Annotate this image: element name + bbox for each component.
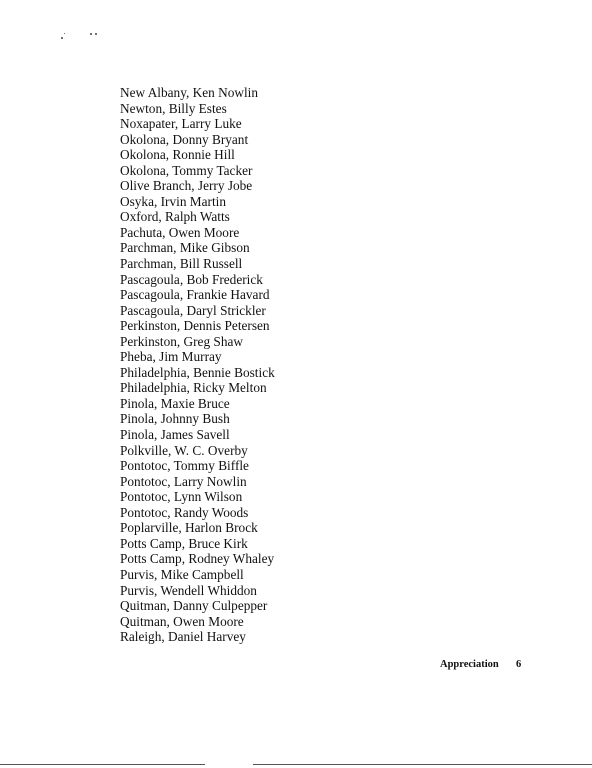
list-item: Parchman, Mike Gibson	[120, 240, 250, 256]
list-item: Potts Camp, Rodney Whaley	[120, 551, 275, 567]
list-item: Poplarville, Harlon Brock	[120, 520, 258, 536]
list-item: Perkinston, Dennis Petersen	[120, 318, 270, 334]
bottom-scan-edge	[0, 764, 205, 765]
list-item: Okolona, Donny Bryant	[120, 131, 249, 147]
list-item: Pachuta, Owen Moore	[120, 224, 240, 240]
list-item: Quitman, Owen Moore	[120, 613, 244, 629]
list-item: Pascagoula, Bob Frederick	[120, 271, 263, 287]
list-item: Pinola, Maxie Bruce	[120, 395, 230, 411]
list-item: Pinola, James Savell	[120, 427, 230, 443]
list-item: Pontotoc, Larry Nowlin	[120, 473, 247, 489]
list-item: Philadelphia, Ricky Melton	[120, 380, 267, 396]
list-item: Pontotoc, Randy Woods	[120, 504, 249, 520]
scan-speck	[90, 33, 92, 35]
list-item: Okolona, Ronnie Hill	[120, 147, 235, 163]
list-item: Pascagoula, Daryl Strickler	[120, 302, 266, 318]
list-item: Raleigh, Daniel Harvey	[120, 629, 246, 645]
list-item: Olive Branch, Jerry Jobe	[120, 178, 253, 194]
scan-speck	[61, 37, 63, 39]
list-item: Perkinston, Greg Shaw	[120, 333, 243, 349]
list-item: Pascagoula, Frankie Havard	[120, 287, 270, 303]
list-item: Pontotoc, Lynn Wilson	[120, 489, 243, 505]
list-item: Parchman, Bill Russell	[120, 256, 243, 272]
list-item: Osyka, Irvin Martin	[120, 193, 226, 209]
list-item: New Albany, Ken Nowlin	[120, 85, 258, 100]
list-item: Pontotoc, Tommy Biffle	[120, 458, 249, 474]
list-item: Philadelphia, Bennie Bostick	[120, 364, 275, 380]
list-item: Purvis, Wendell Whiddon	[120, 582, 257, 598]
list-item: Pinola, Johnny Bush	[120, 411, 230, 427]
name-list	[120, 85, 275, 645]
list-item: Okolona, Tommy Tacker	[120, 162, 253, 178]
list-item: Purvis, Mike Campbell	[120, 566, 244, 582]
list-item: Polkville, W. C. Overby	[120, 442, 248, 458]
page-number: 6	[516, 659, 522, 670]
list-item: Newton, Billy Estes	[120, 100, 227, 116]
list-item: Noxapater, Larry Luke	[120, 116, 242, 132]
list-item: Potts Camp, Bruce Kirk	[120, 535, 248, 551]
scan-speck	[95, 33, 97, 35]
bottom-scan-edge	[253, 764, 592, 765]
scan-speck	[64, 33, 65, 34]
list-item: Pheba, Jim Murray	[120, 349, 222, 365]
footer-label: Appreciation	[440, 659, 499, 670]
list-item: Oxford, Ralph Watts	[120, 209, 230, 225]
page-footer	[440, 659, 522, 670]
list-item: Quitman, Danny Culpepper	[120, 598, 268, 614]
